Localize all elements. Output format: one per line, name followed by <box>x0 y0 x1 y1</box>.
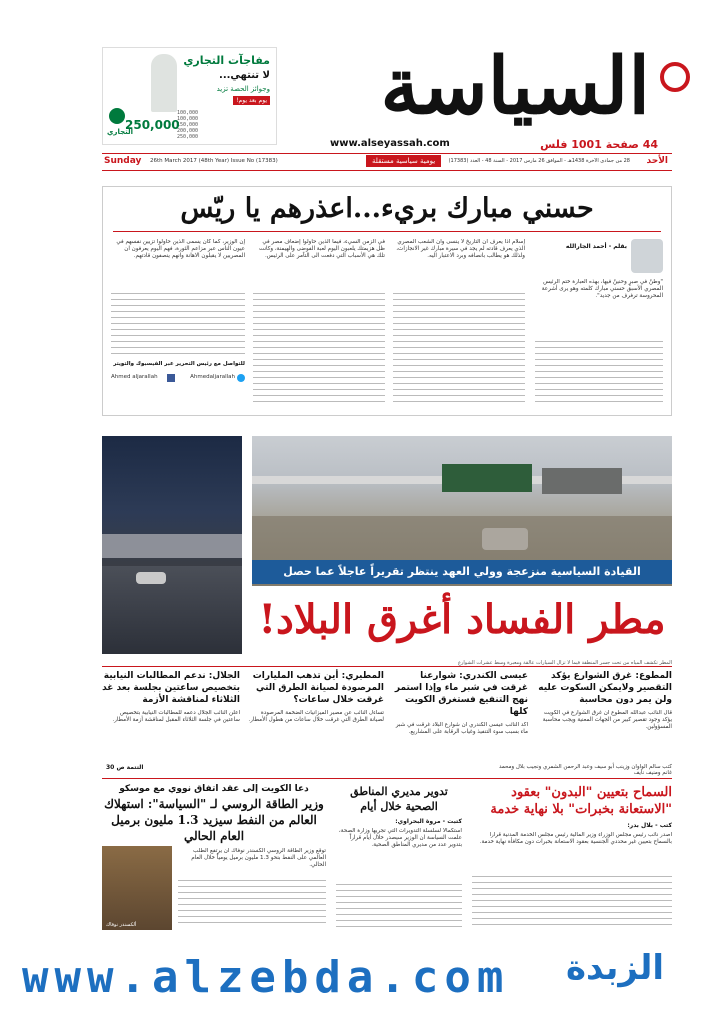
headline-title: عيسى الكندري: شوارعنا غرقت في شبر ماء وإذا استمر نهج التنفيع فستغرق الكويت كلها <box>394 671 528 717</box>
date-english: 26th March 2017 (48th Year) Issue No (17383) <box>150 158 278 164</box>
editorial-text: إن الوزير، كما كان يسمى الذين حاولوا تزيين نفسهم في عيون الناس عبر مزاعم الثورة، فهم اليوم يعرفون ان المصريين لا يقبلون الاهانة وانهم ينصفون قادتهم. <box>116 239 245 259</box>
minister-photo[interactable] <box>102 846 172 930</box>
section-rule <box>102 778 672 779</box>
headline-item[interactable] <box>536 670 672 772</box>
ad-line: لا تنتهي... <box>219 70 270 81</box>
story-text: أصدر نائب رئيس مجلس الوزراء وزير المالية رئيس مجلس الخدمة المدنية قراراً بالسماح بتعيين غير محددي الجنسية بعقود الاستعانة بخبرات دون مكافأة نهاية خدمة. <box>479 832 672 845</box>
prize: 150,000 <box>177 122 199 128</box>
date-bar <box>102 154 672 170</box>
bank-logo-icon <box>109 108 125 124</box>
headline-title: الجلال: ندعم المطالبات النيابية بتخصيص ساعتين بجلسة بعد غد الثلاثاء لمناقشة الأزمة <box>102 671 240 705</box>
text-lines <box>111 293 245 355</box>
headlines-row <box>102 670 672 774</box>
section-rule <box>102 666 672 667</box>
ad-amount: 250,000 <box>125 118 180 132</box>
text-lines <box>535 341 663 405</box>
day-arabic: الأحد <box>646 156 668 166</box>
photo-caption: المطر تكشف المياه من تحت جسر المنطقة فيما لا تزال السيارات عالقة ومعبرة وسط عشرات الشوارع <box>458 660 672 666</box>
editorial-text: في الزمن السيء، فيما الذين حاولوا إضعاف مصر في ظل هزيمتك يلعبون اليوم لعبة الفوضى والهيمنة، وكانت تلك هي الأسباب التي دفعت الى التآمر على الرئيس. <box>258 239 385 259</box>
prize: 100,000 <box>177 116 199 122</box>
headline-text: قال النائب عبدالله المطوع ان غرق الشوارع في الكويت يؤكد وجود تقصير كبير من الجهات المعنية ويجب محاسبة المسؤولين. <box>542 710 672 730</box>
story-health[interactable] <box>336 784 462 936</box>
author-photo-icon <box>631 239 663 273</box>
bank-advertisement[interactable] <box>102 47 277 145</box>
logo-mark-icon <box>660 62 690 92</box>
ad-line: يوم بعد يوم! <box>233 96 270 105</box>
date-rule-bottom <box>102 170 672 171</box>
prize: 200,000 <box>177 128 199 134</box>
water-icon <box>102 566 242 654</box>
watermark-logo: الزبدة <box>565 948 664 988</box>
story-byline: كتبت - مروة البحراوي: <box>395 818 462 825</box>
truck-icon <box>542 468 622 494</box>
story-headline: السماح بتعيين "البدون" بعقود "الاستعانة بخبرات" بلا نهاية خدمة <box>490 785 672 817</box>
photo-story-headline: مطر الفساد أغرق البلاد! <box>258 596 666 643</box>
prize: 250,000 <box>177 134 199 140</box>
truck-icon <box>442 464 532 492</box>
story-text: توقع وزير الطاقة الروسي الكسندر نوفاك ان يرتفع الطلب العالمي على النفط بنحو 1.3 مليون برميل يومياً خلال العام الحالي. <box>191 848 326 868</box>
car-icon <box>136 572 166 584</box>
headline-text: أكد النائب عيسى الكندري ان شوارع البلاد غرقت في شبر ماء بسبب سوء التنفيذ وغياب الرقابة على المشاريع. <box>395 722 528 735</box>
photo-story <box>102 424 672 674</box>
headline-item[interactable] <box>392 670 528 772</box>
headline-item[interactable] <box>102 670 240 772</box>
continued-label[interactable]: التتمة ص 30 <box>106 764 144 771</box>
tagline: يومية سياسية مستقلة <box>366 155 441 167</box>
prize: 100,000 <box>177 110 199 116</box>
text-lines <box>393 293 525 405</box>
photo-caption: ألكسندر نوفاك <box>106 922 137 928</box>
story-russia[interactable] <box>102 784 326 936</box>
date-arabic: 28 من جمادى الآخرة 1438هـ - الموافق 26 مارس 2017 - السنة 48 - العدد (17383) <box>448 158 630 164</box>
masthead <box>0 0 720 170</box>
story-bidoon[interactable] <box>472 784 672 936</box>
editorial-text: إسلام اذا يعرف ان التاريخ لا ينسى وان الشعب المصري الذي يعرف قادته لم يجد في سيرة مبارك غير الانجازات، ولذلك هو يطالب بانصافه وبرد الاعتبار اليه. <box>396 239 525 259</box>
reporters-credit: كتب سالم الواوان وزينب أبو سيف وعبد الرحمن الشمري ونجيب بلال ومحمد غانم ومنيف نايف <box>498 764 672 776</box>
ad-prize-list <box>177 110 237 140</box>
social-row <box>111 373 245 385</box>
website[interactable]: www.alseyassah.com <box>330 138 450 149</box>
price: 44 صفحة 1001 فلس <box>540 138 658 151</box>
editorial-column <box>253 239 385 409</box>
text-lines <box>472 876 672 928</box>
story-headline: وزير الطاقة الروسي لـ "السياسة": استهلاك العالم من النفط سيزيد 1.3 مليون برميل العام الحالي <box>104 797 324 843</box>
story-headline: تدوير مديري المناطق الصحية خلال أيام <box>350 785 448 813</box>
newspaper-logo: السياسة <box>380 41 650 132</box>
watermark-url[interactable]: www.alzebda.com <box>22 952 510 1003</box>
facebook-handle[interactable]: Ahmed aljarallah <box>111 374 158 380</box>
bridge-shape-icon <box>102 534 242 558</box>
bank-name: التجاري <box>107 128 134 136</box>
editorial-column <box>111 239 245 409</box>
flood-night-photo[interactable] <box>102 436 242 654</box>
headline-rule <box>113 231 661 232</box>
editorial-column-byline <box>535 239 663 409</box>
headline-item[interactable] <box>248 670 384 772</box>
text-lines <box>253 293 385 405</box>
headline-title: المطيري: أين تذهب المليارات المرصودة لصيانة الطرق التي غرقت خلال ساعات؟ <box>252 671 384 705</box>
story-text: استكمالاً لسلسلة التدويرات التي تجريها وزارة الصحة، علمت السياسة ان الوزير سيصدر خلال أيام قراراً بتدوير عدد من مديري المناطق الصحية. <box>338 828 462 848</box>
story-kicker: دعا الكويت إلى عقد اتفاق نووي مع موسكو <box>119 784 309 794</box>
editorial-intro: "وطنٌ في صبرٍ وحنينٌ فيها، بهذه العبارة ختم الرئيس المصري الأسبق حسني مبارك كلمته وهو يرى أشرعة المحروسة ترفرف من جديد". <box>541 279 663 299</box>
text-lines <box>178 880 326 928</box>
headline-title: المطوع: غرق الشوارع يؤكد التقصير ولايمكن السكوت عليه ولن يمر دون محاسبة <box>538 671 672 705</box>
headline-text: تساءل النائب عن مصير الميزانيات الضخمة المرصودة لصيانة الطرق التي غرقت خلال ساعات من هطول الأمطار. <box>248 710 384 723</box>
ad-title: مفاجآت التجاري <box>183 54 270 67</box>
text-lines <box>336 884 462 928</box>
twitter-icon[interactable] <box>237 374 245 382</box>
editorial-column <box>393 239 525 409</box>
ad-line: وجوائز الحصة تزيد <box>216 85 270 93</box>
facebook-icon[interactable] <box>167 374 175 382</box>
story-byline: كتب - بلال بدر: <box>627 822 672 829</box>
editorial-headline: حسني مبارك بريء...اعذرهم يا ريّس <box>180 193 594 224</box>
photo-story-banner: القيادة السياسية منزعجة وولي العهد ينتظر تقريراً عاجلاً عما حصل <box>252 560 672 584</box>
person-photo-icon <box>151 54 177 112</box>
author-byline: بقلم - أحمد الجارالله <box>565 243 627 250</box>
twitter-handle[interactable]: Ahmedaljarallah <box>190 374 235 380</box>
headline-text: أعلن النائب الجلال دعمه للمطالبات النيابية بتخصيص ساعتين في جلسة الثلاثاء المقبل لمناقشة أزمة الأمطار. <box>112 710 240 723</box>
day-english: Sunday <box>104 156 142 166</box>
editorial-box <box>102 186 672 416</box>
social-caption: للتواصل مع رئيس التحرير عبر الفيسبوك والتويتر <box>113 361 245 367</box>
